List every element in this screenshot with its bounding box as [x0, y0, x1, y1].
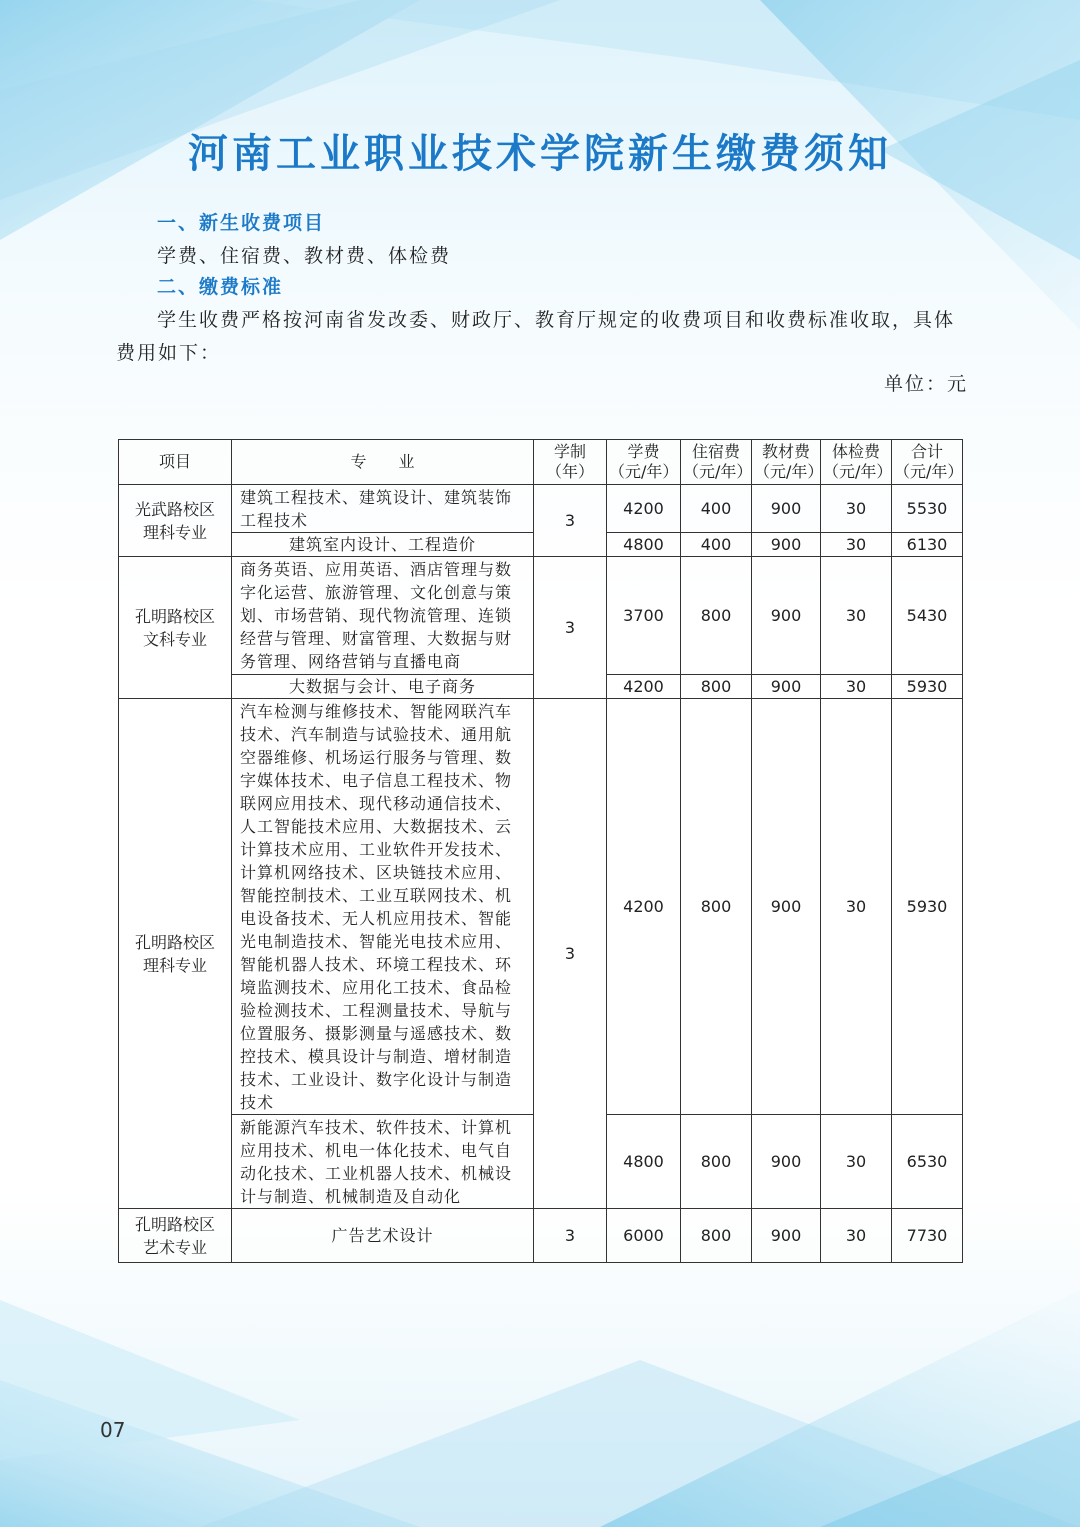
major-cell: 建筑室内设计、工程造价 [232, 533, 534, 557]
campus-label: 光武路校区 理科专业 [119, 485, 232, 557]
header-years: 学制 （年） [534, 440, 607, 485]
campus-label: 孔明路校区 艺术专业 [119, 1209, 232, 1263]
years-cell: 3 [534, 485, 607, 557]
unit-label: 单位：元 [884, 373, 969, 395]
housing-cell: 800 [681, 1115, 752, 1209]
major-cell: 新能源汽车技术、软件技术、计算机应用技术、机电一体化技术、电气自动化技术、工业机器人技术、机械设计与制造、机械制造及自动化 [232, 1115, 534, 1209]
fee-table [118, 439, 963, 1263]
total-cell: 5930 [892, 699, 963, 1115]
major-cell: 商务英语、应用英语、酒店管理与数字化运营、旅游管理、文化创意与策划、市场营销、现代物流管理、连锁经营与管理、财富管理、大数据与财务管理、网络营销与直播电商 [232, 557, 534, 675]
header-exam: 体检费 （元/年） [821, 440, 892, 485]
total-cell: 7730 [892, 1209, 963, 1263]
tuition-cell: 4200 [607, 675, 681, 699]
housing-cell: 400 [681, 485, 752, 533]
exam-cell: 30 [821, 1115, 892, 1209]
total-cell: 5930 [892, 675, 963, 699]
total-cell: 6130 [892, 533, 963, 557]
tuition-cell: 6000 [607, 1209, 681, 1263]
section-1-heading: 一、新生收费项目 [157, 212, 326, 234]
header-tuition: 学费 （元/年） [607, 440, 681, 485]
table-header-row [119, 440, 963, 485]
exam-cell: 30 [821, 699, 892, 1115]
years-cell: 3 [534, 699, 607, 1209]
major-cell: 大数据与会计、电子商务 [232, 675, 534, 699]
tuition-cell: 3700 [607, 557, 681, 675]
housing-cell: 800 [681, 675, 752, 699]
exam-cell: 30 [821, 1209, 892, 1263]
table-row [119, 485, 963, 533]
major-cell: 汽车检测与维修技术、智能网联汽车技术、汽车制造与试验技术、通用航空器维修、机场运行服务与管理、数字媒体技术、电子信息工程技术、物联网应用技术、现代移动通信技术、人工智能技术应用、大数据技术、云计算技术应用、工业软件开发技术、计算机网络技术、区块链技术应用、智能控制技术、工业互联网技术、机电设备技术、无人机应用技术、智能光电制造技术、智能光电技术应用、智能机器人技术、环境工程技术、环境监测技术、应用化工技术、食品检验检测技术、工程测量技术、导航与位置服务、摄影测量与遥感技术、数控技术、模具设计与制造、增材制造技术、工业设计、数字化设计与制造技术 [232, 699, 534, 1115]
header-books: 教材费 （元/年） [752, 440, 821, 485]
years-cell: 3 [534, 557, 607, 699]
books-cell: 900 [752, 485, 821, 533]
tuition-cell: 4800 [607, 1115, 681, 1209]
table-row [119, 699, 963, 1115]
header-major: 专 业 [232, 440, 534, 485]
header-housing: 住宿费 （元/年） [681, 440, 752, 485]
total-cell: 5430 [892, 557, 963, 675]
exam-cell: 30 [821, 675, 892, 699]
table-row [119, 1209, 963, 1263]
major-cell: 建筑工程技术、建筑设计、建筑装饰工程技术 [232, 485, 534, 533]
tuition-cell: 4800 [607, 533, 681, 557]
books-cell: 900 [752, 675, 821, 699]
housing-cell: 800 [681, 557, 752, 675]
total-cell: 6530 [892, 1115, 963, 1209]
tuition-cell: 4200 [607, 699, 681, 1115]
housing-cell: 800 [681, 1209, 752, 1263]
header-total: 合计 （元/年） [892, 440, 963, 485]
books-cell: 900 [752, 533, 821, 557]
exam-cell: 30 [821, 557, 892, 675]
total-cell: 5530 [892, 485, 963, 533]
section-2-heading: 二、缴费标准 [157, 276, 284, 298]
books-cell: 900 [752, 557, 821, 675]
tuition-cell: 4200 [607, 485, 681, 533]
header-item: 项目 [119, 440, 232, 485]
books-cell: 900 [752, 1115, 821, 1209]
exam-cell: 30 [821, 485, 892, 533]
housing-cell: 800 [681, 699, 752, 1115]
books-cell: 900 [752, 699, 821, 1115]
table-row [119, 557, 963, 675]
section-1-text: 学费、住宿费、教材费、体检费 [157, 245, 452, 267]
section-2-text-line2: 费用如下： [116, 342, 222, 364]
books-cell: 900 [752, 1209, 821, 1263]
major-cell: 广告艺术设计 [232, 1209, 534, 1263]
campus-label: 孔明路校区 文科专业 [119, 557, 232, 699]
page-title: 河南工业职业技术学院新生缴费须知 [188, 131, 892, 177]
housing-cell: 400 [681, 533, 752, 557]
exam-cell: 30 [821, 533, 892, 557]
campus-label: 孔明路校区 理科专业 [119, 699, 232, 1209]
section-2-text-line1: 学生收费严格按河南省发改委、财政厅、教育厅规定的收费项目和收费标准收取，具体 [157, 309, 956, 331]
page-number: 07 [100, 1418, 126, 1442]
years-cell: 3 [534, 1209, 607, 1263]
